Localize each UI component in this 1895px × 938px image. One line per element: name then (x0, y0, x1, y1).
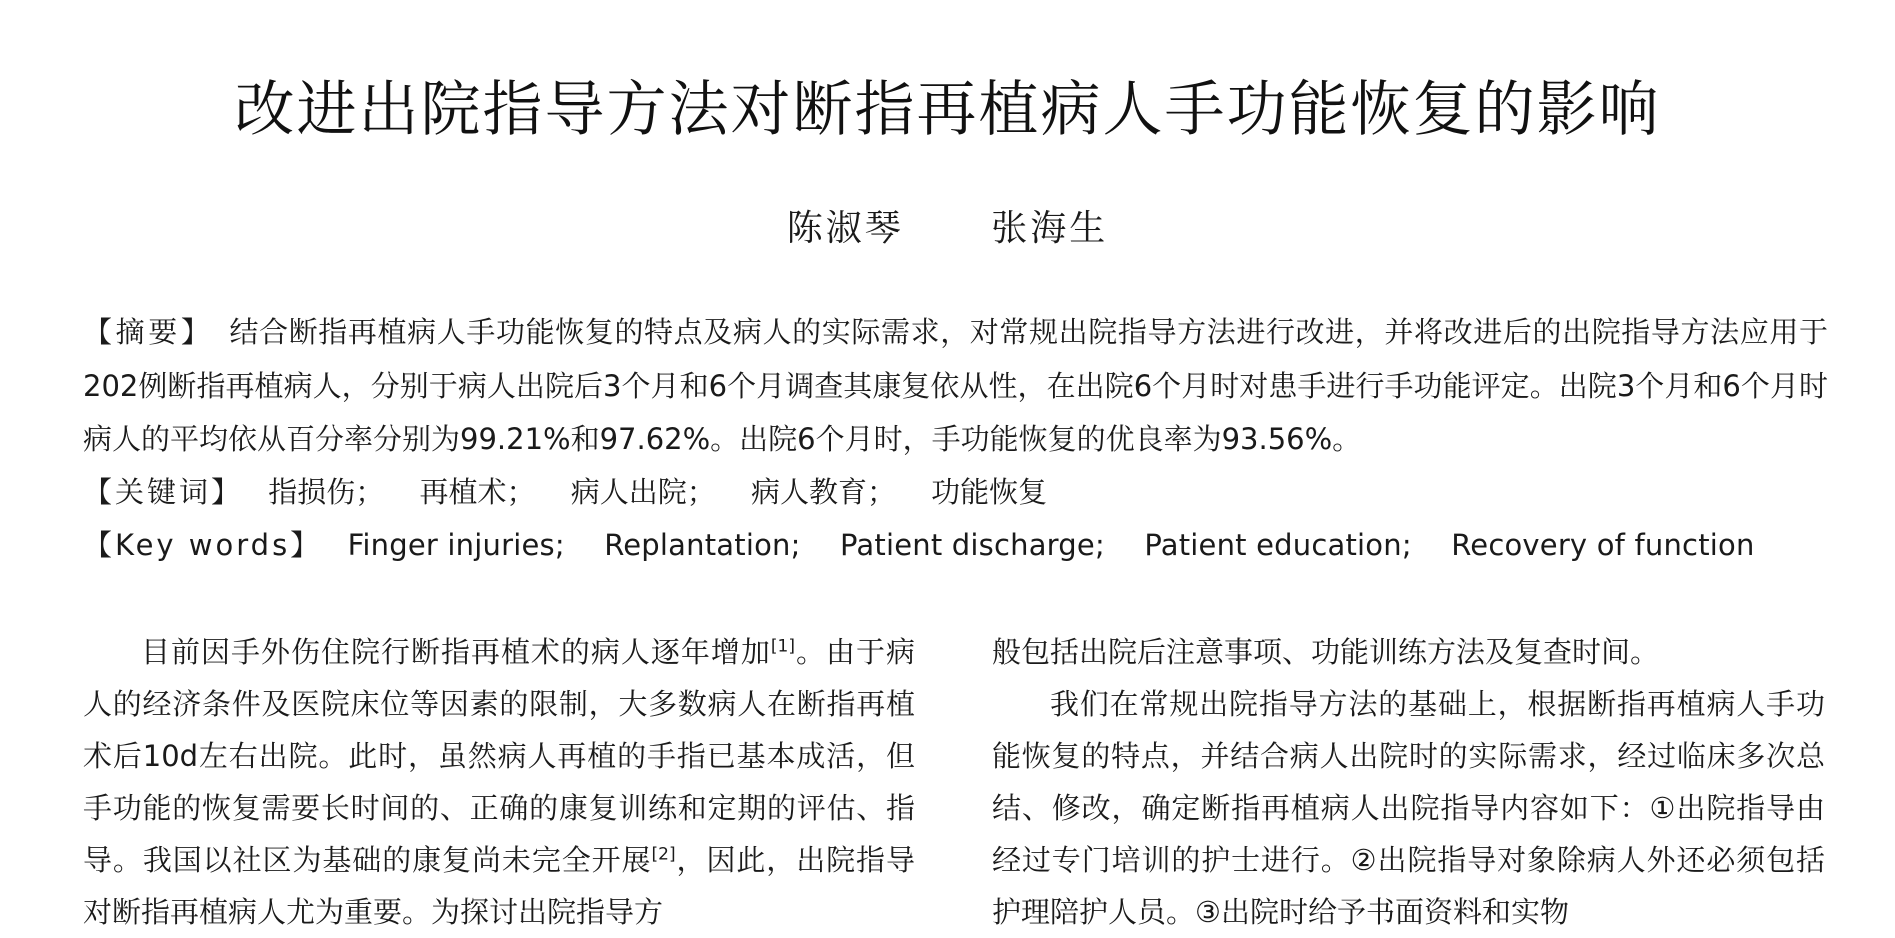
author-list (0, 204, 1895, 254)
keyword-cn: 功能恢复 (931, 475, 1048, 509)
keyword-cn: 再植术； (419, 475, 536, 509)
keyword-en: Finger injuries; (347, 528, 565, 562)
keyword-en: Recovery of function (1451, 528, 1755, 562)
keyword-en: Patient education; (1144, 528, 1412, 562)
keywords-cn-label: 【关键词】 (83, 475, 244, 509)
abstract-label: 【摘要】 (83, 315, 214, 349)
body-paragraph: 般包括出院后注意事项、功能训练方法及复查时间。 (992, 635, 1660, 669)
keyword-en: Replantation; (604, 528, 801, 562)
keyword-cn: 病人教育； (750, 475, 896, 509)
author-name: 张海生 (991, 208, 1109, 249)
abstract-text: 结合断指再植病人手功能恢复的特点及病人的实际需求，对常规出院指导方法进行改进，并将改进后的出院指导方法应用于202例断指再植病人，分别于病人出院后3个月和6个月调查其康复依从性，在出院6个月时对患手进行手功能评定。出院3个月和6个月时病人的平均依从百分率分别为99.21%和97.62%。出院6个月时，手功能恢复的优良率为93.56%。 (83, 315, 1828, 456)
body-paragraph (83, 626, 915, 938)
body-column-right (992, 626, 1825, 938)
citation-ref: [2] (651, 844, 676, 865)
body-paragraph: 我们在常规出院指导方法的基础上，根据断指再植病人手功能恢复的特点，并结合病人出院时的实际需求，经过临床多次总结、修改，确定断指再植病人出院指导内容如下：①出院指导由经过专门培训的护士进行。②出院指导对象除病人外还必须包括护理陪护人员。③出院时给予书面资料和实物 (992, 687, 1825, 929)
keyword-cn: 病人出院； (570, 475, 716, 509)
keywords-cn (83, 466, 1828, 520)
citation-ref: [1] (770, 636, 795, 657)
body-column-left (83, 626, 915, 938)
author-name: 陈淑琴 (786, 208, 904, 249)
keyword-en: Patient discharge; (840, 528, 1105, 562)
keyword-cn: 指损伤； (268, 475, 385, 509)
paper-title: 改进出院指导方法对断指再植病人手功能恢复的影响 (234, 75, 1661, 145)
keywords-en-label: 【Key words】 (83, 528, 323, 562)
body-text: ，因此，出院指导对断指再植病人尤为重要。为探讨出院指导方 (83, 843, 915, 929)
body-text: 目前因手外伤住院行断指再植术的病人逐年增加 (141, 635, 771, 669)
keywords-en (83, 519, 1828, 573)
abstract (83, 306, 1828, 467)
body-text: 。由于病人的经济条件及医院床位等因素的限制，大多数病人在断指再植术后10d左右出院。此时，虽然病人再植的手指已基本成活，但手功能的恢复需要长时间的、正确的康复训练和定期的评估、指导。我国以社区为基础的康复尚未完全开展 (83, 635, 915, 877)
